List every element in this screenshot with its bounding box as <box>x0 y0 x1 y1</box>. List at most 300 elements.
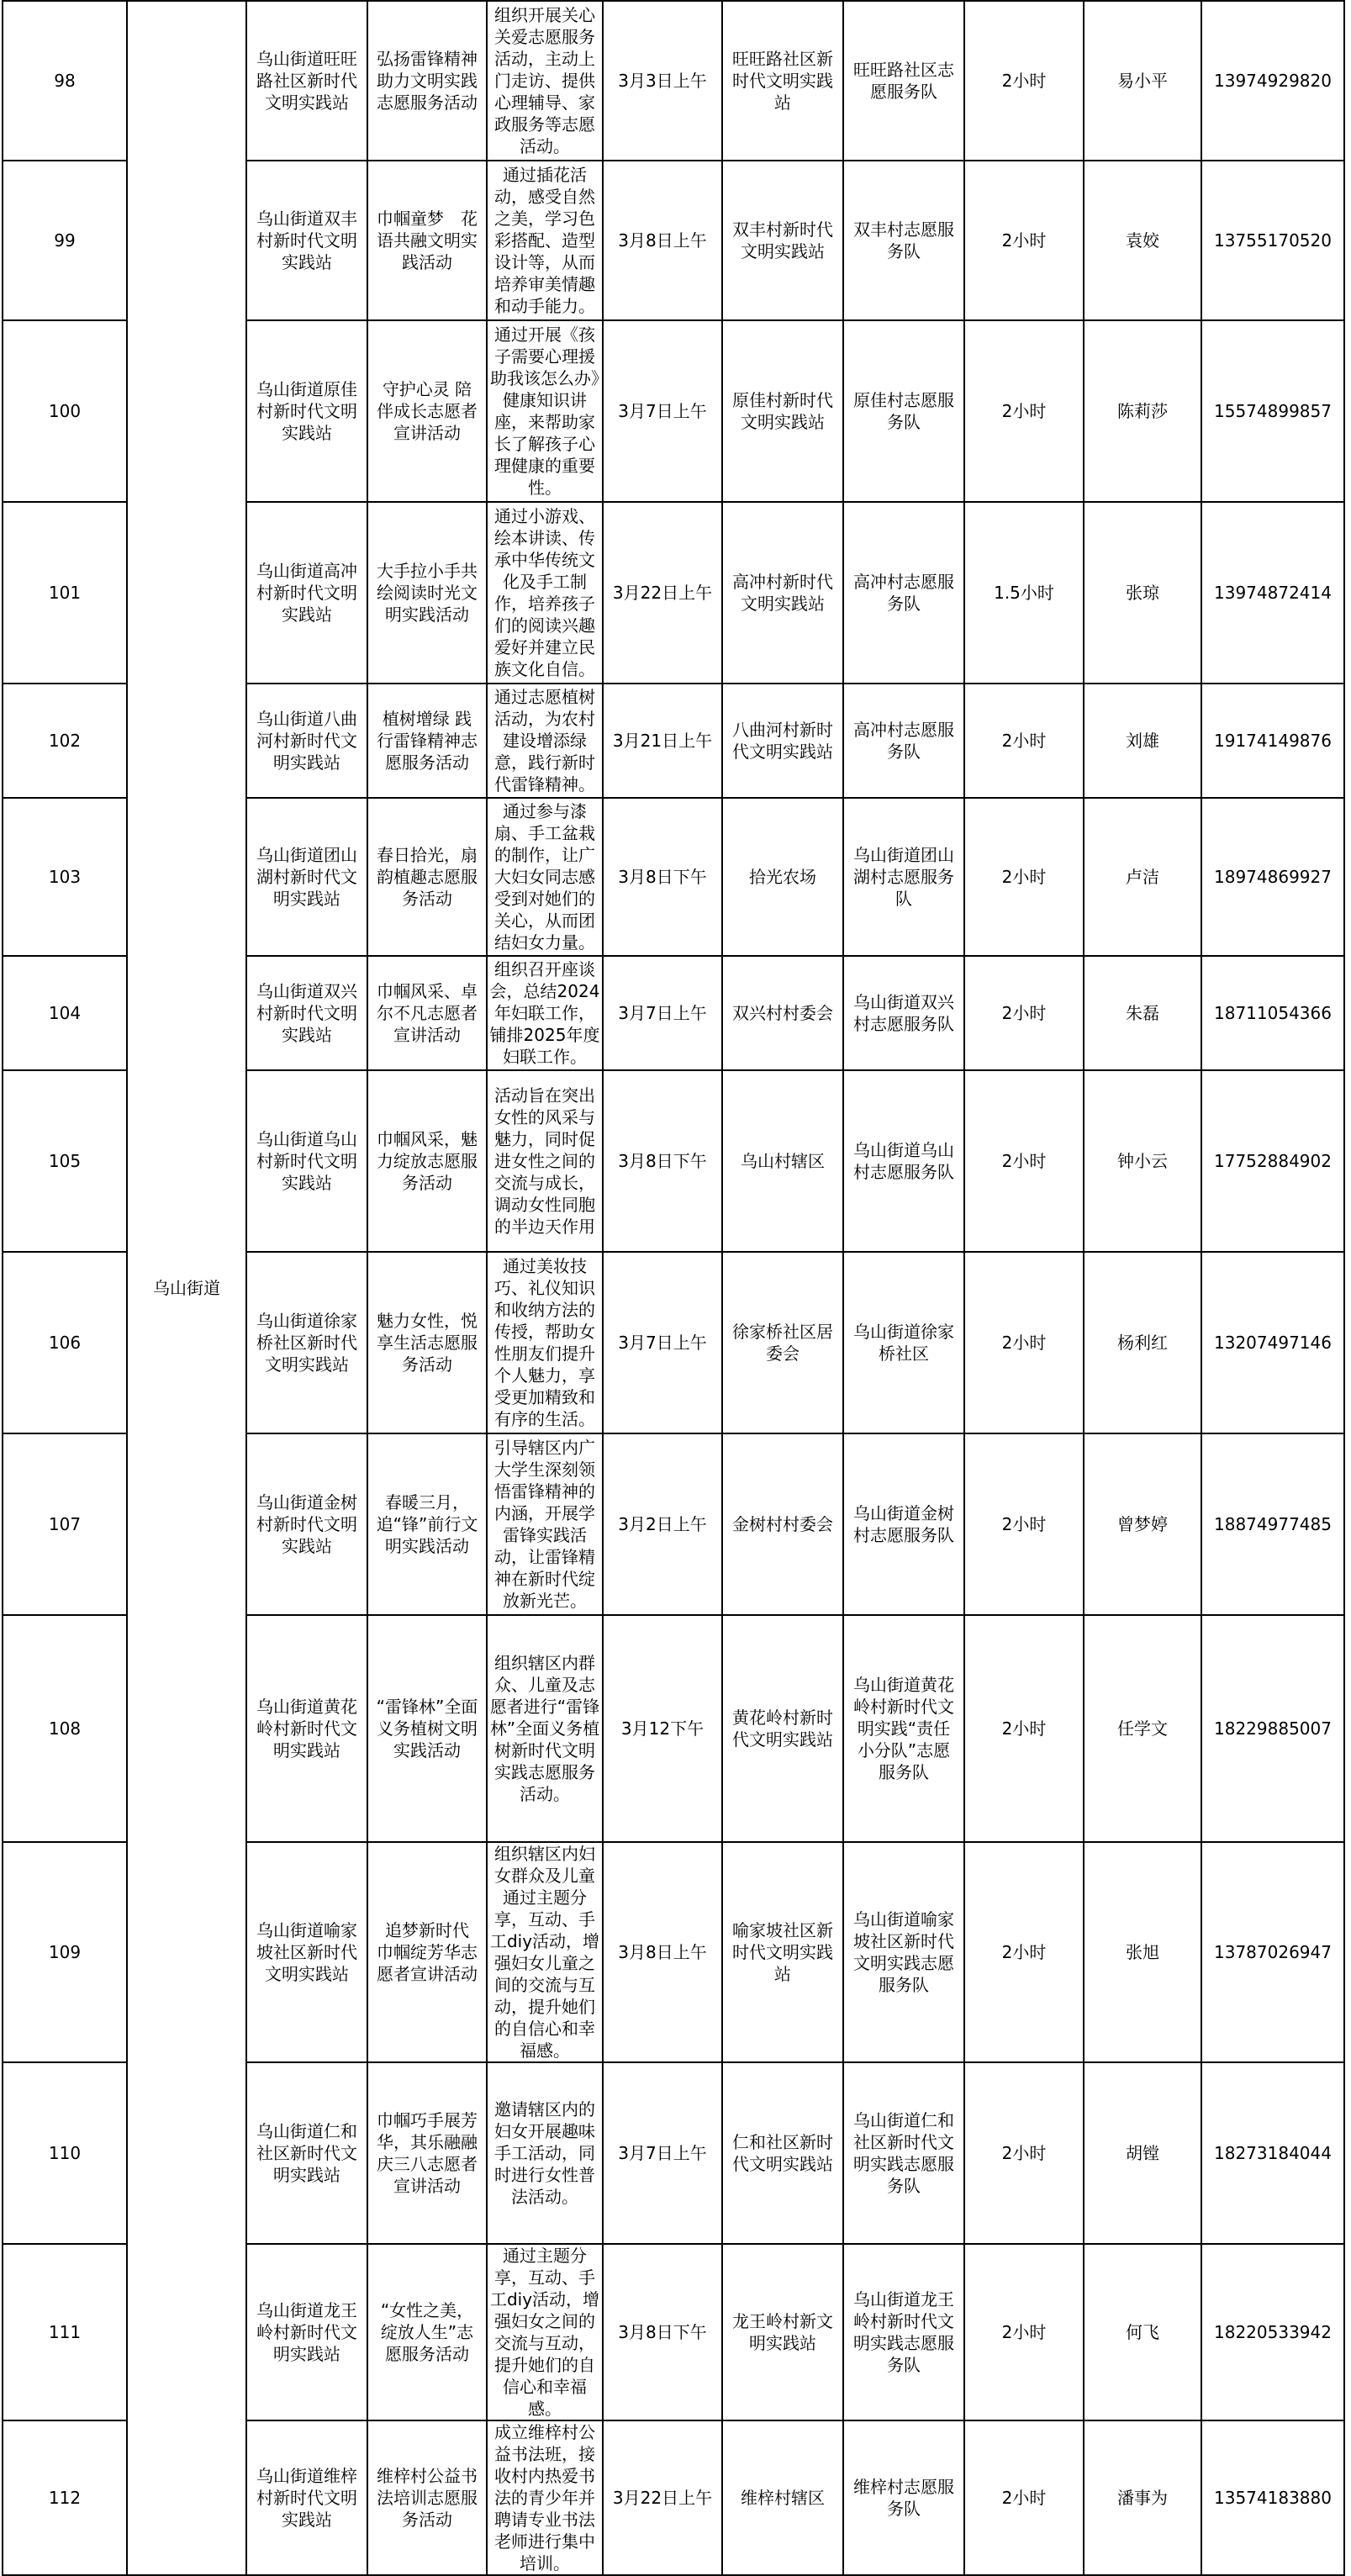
activity-location: 喻家坡社区新时代文明实践站 <box>732 1920 833 1984</box>
activity-date: 3月7日上午 <box>618 1003 707 1023</box>
row-number: 103 <box>48 867 82 887</box>
activity-date-cell <box>603 2062 722 2244</box>
site-name: 乌山街道维梓村新时代文明实践站 <box>256 2466 357 2530</box>
volunteer-team: 原佳村志愿服务队 <box>853 390 954 432</box>
activity-name-cell <box>367 1433 487 1615</box>
activity-date-cell <box>603 320 722 502</box>
contact-phone-cell <box>1201 320 1344 502</box>
activity-description: 通过美妆技巧、礼仪知识和收纳方法的传授，帮助女性朋友们提升个人魅力，享受更加精致和有序的生活。 <box>494 1256 595 1429</box>
volunteer-team: 乌山街道金树村志愿服务队 <box>853 1503 954 1545</box>
contact-phone-cell <box>1201 956 1344 1070</box>
activity-date: 3月8日上午 <box>618 230 707 251</box>
contact-person: 刘雄 <box>1126 731 1159 751</box>
contact-person-cell <box>1084 2420 1201 2575</box>
site-name: 乌山街道双丰村新时代文明实践站 <box>256 209 357 272</box>
activity-duration-cell <box>964 956 1084 1070</box>
activity-name: 春暖三月，追“锋”前行文明实践活动 <box>376 1492 478 1556</box>
activity-location: 旺旺路社区新时代文明实践站 <box>732 49 833 113</box>
row-number: 104 <box>48 1003 82 1023</box>
activity-location: 仁和社区新时代文明实践站 <box>732 2132 833 2174</box>
row-number-cell <box>3 956 127 1070</box>
activity-date-cell <box>603 1252 722 1433</box>
activity-date-cell <box>603 1615 722 1842</box>
contact-person-cell <box>1084 1252 1201 1433</box>
activity-duration-cell <box>964 1 1084 161</box>
row-number-cell <box>3 798 127 956</box>
contact-person: 卢洁 <box>1126 867 1159 887</box>
contact-person-cell <box>1084 1 1201 161</box>
activity-duration-cell <box>964 684 1084 798</box>
activity-name-cell <box>367 320 487 502</box>
volunteer-team-cell <box>843 956 964 1070</box>
activity-name-cell <box>367 2244 487 2420</box>
activity-description-cell <box>487 1070 603 1252</box>
activity-description-cell <box>487 161 603 320</box>
activity-location: 原佳村新时代文明实践站 <box>732 390 833 432</box>
activity-duration: 2小时 <box>1001 1942 1047 1962</box>
contact-phone: 18273184044 <box>1214 2143 1332 2163</box>
site-name-cell <box>246 2244 367 2420</box>
activity-duration: 2小时 <box>1001 867 1047 887</box>
activity-date-cell <box>603 161 722 320</box>
site-name-cell <box>246 798 367 956</box>
activity-name: 弘扬雷锋精神助力文明实践志愿服务活动 <box>377 49 478 113</box>
activity-description: 通过参与漆扇、手工盆栽的制作，让广大妇女同志感受到对她们的关心，从而团结妇女力量。 <box>494 801 595 953</box>
activity-duration-cell <box>964 1842 1084 2062</box>
site-name: 乌山街道旺旺路社区新时代文明实践站 <box>256 49 357 113</box>
activity-name-cell <box>367 798 487 956</box>
activity-location: 黄花岭村新时代文明实践站 <box>732 1708 833 1750</box>
volunteer-team-cell <box>843 1070 964 1252</box>
site-name-cell <box>246 1252 367 1433</box>
row-number-cell <box>3 1433 127 1615</box>
contact-person-cell <box>1084 2244 1201 2420</box>
contact-phone: 13974872414 <box>1214 583 1332 603</box>
row-number-cell <box>3 1842 127 2062</box>
contact-person-cell <box>1084 1842 1201 2062</box>
activity-description: 组织召开座谈会，总结2024年妇联工作，铺排2025年度妇联工作。 <box>489 959 600 1067</box>
activity-duration: 2小时 <box>1001 1151 1047 1171</box>
contact-phone: 18711054366 <box>1214 1003 1332 1023</box>
activity-location-cell <box>722 2244 843 2420</box>
activity-description: 组织开展关心关爱志愿服务活动，主动上门走访、提供心理辅导、家政服务等志愿活动。 <box>494 5 595 156</box>
activity-description-cell <box>487 502 603 684</box>
activity-duration-cell <box>964 1433 1084 1615</box>
activity-location-cell <box>722 2420 843 2575</box>
activity-duration: 2小时 <box>1001 1003 1047 1023</box>
contact-phone-cell <box>1201 1615 1344 1842</box>
volunteer-team: 维梓村志愿服务队 <box>853 2477 954 2519</box>
activity-description: 组织辖区内妇女群众及儿童通过主题分享，互动、手工diy活动，增强妇女儿童之间的交流与互动，提升她们的自信心和幸福感。 <box>489 1844 600 2061</box>
row-number: 106 <box>48 1333 82 1353</box>
activity-description-cell <box>487 2244 603 2420</box>
contact-person: 朱磊 <box>1126 1003 1159 1023</box>
contact-phone: 13787026947 <box>1214 1942 1332 1962</box>
activity-location: 徐家桥社区居委会 <box>732 1322 833 1364</box>
site-name-cell <box>246 1433 367 1615</box>
site-name: 乌山街道双兴村新时代文明实践站 <box>256 981 357 1045</box>
activity-location-cell <box>722 1 843 161</box>
contact-person-cell <box>1084 502 1201 684</box>
row-number-cell <box>3 502 127 684</box>
volunteer-team-cell <box>843 1615 964 1842</box>
contact-person: 钟小云 <box>1117 1151 1168 1171</box>
activity-name: 大手拉小手共绘阅读时光文明实践活动 <box>377 561 478 625</box>
contact-phone-cell <box>1201 1252 1344 1433</box>
activity-name-cell <box>367 2420 487 2575</box>
activity-name: 追梦新时代 巾帼绽芳华志愿者宣讲活动 <box>377 1920 478 1984</box>
site-name-cell <box>246 956 367 1070</box>
activity-description-cell <box>487 1252 603 1433</box>
activity-name-cell <box>367 1070 487 1252</box>
activity-date: 3月8日下午 <box>618 2322 707 2342</box>
activity-description-cell <box>487 1615 603 1842</box>
row-number: 109 <box>48 1942 82 1962</box>
activity-location: 八曲河村新时代文明实践站 <box>732 720 833 762</box>
row-number-cell <box>3 1252 127 1433</box>
activity-description-cell <box>487 1842 603 2062</box>
row-number-cell <box>3 2244 127 2420</box>
activity-description: 通过插花活动，感受自然之美，学习色彩搭配、造型设计等，从而培养审美情趣和动手能力。 <box>494 165 595 316</box>
contact-person: 陈莉莎 <box>1117 401 1168 421</box>
row-number: 112 <box>48 2488 82 2508</box>
activity-name-cell <box>367 1252 487 1433</box>
contact-phone: 18874977485 <box>1214 1514 1332 1534</box>
activity-date: 3月7日上午 <box>618 401 707 421</box>
activity-description-cell <box>487 956 603 1070</box>
contact-person: 杨利红 <box>1117 1333 1168 1353</box>
site-name-cell <box>246 1070 367 1252</box>
street-name: 乌山街道 <box>127 1 246 2575</box>
activity-duration-cell <box>964 2420 1084 2575</box>
activity-name: 维梓村公益书法培训志愿服务活动 <box>377 2466 478 2530</box>
volunteer-team-cell <box>843 1433 964 1615</box>
activity-name: 巾帼风采，魅力绽放志愿服务活动 <box>377 1129 478 1193</box>
activity-location-cell <box>722 320 843 502</box>
row-number-cell <box>3 161 127 320</box>
row-number: 99 <box>54 230 76 251</box>
contact-phone: 18229885007 <box>1214 1718 1332 1739</box>
contact-person: 张旭 <box>1126 1942 1159 1962</box>
activity-description: 通过志愿植树活动，为农村建设增添绿意，践行新时代雷锋精神。 <box>494 687 595 794</box>
site-name-cell <box>246 1615 367 1842</box>
volunteer-team-cell <box>843 1 964 161</box>
activity-date: 3月7日上午 <box>618 2143 707 2163</box>
contact-phone: 13755170520 <box>1214 230 1332 251</box>
activity-description: 通过小游戏、绘本讲读、传承中华传统文化及手工制作，培养孩子们的阅读兴趣爱好并建立民族文化自信。 <box>494 506 595 679</box>
activity-description: 邀请辖区内的妇女开展趣味手工活动，同时进行女性普法活动。 <box>494 2099 595 2207</box>
activity-date-cell <box>603 1070 722 1252</box>
site-name-cell <box>246 1842 367 2062</box>
row-number: 100 <box>48 401 82 421</box>
contact-phone: 13574183880 <box>1214 2488 1332 2508</box>
activity-duration-cell <box>964 2244 1084 2420</box>
contact-person-cell <box>1084 1615 1201 1842</box>
contact-person-cell <box>1084 1070 1201 1252</box>
contact-person-cell <box>1084 956 1201 1070</box>
contact-person-cell <box>1084 684 1201 798</box>
activity-name-cell <box>367 684 487 798</box>
activity-name: 巾帼童梦 花语共融文明实践活动 <box>377 209 478 272</box>
volunteer-team: 乌山街道团山湖村志愿服务队 <box>853 845 954 909</box>
contact-person-cell <box>1084 2062 1201 2244</box>
activity-location-cell <box>722 684 843 798</box>
activity-date-cell <box>603 684 722 798</box>
contact-phone-cell <box>1201 2420 1344 2575</box>
activity-name: 巾帼风采、卓尔不凡志愿者宣讲活动 <box>377 981 478 1045</box>
activity-location-cell <box>722 1842 843 2062</box>
activity-description: 组织辖区内群众、儿童及志愿者进行“雷锋林”全面义务植树新时代文明实践志愿服务活动。 <box>489 1653 600 1804</box>
contact-phone: 13974929820 <box>1214 71 1332 91</box>
site-name: 乌山街道龙王岭村新时代文明实践站 <box>256 2300 357 2364</box>
contact-phone: 18220533942 <box>1214 2322 1332 2342</box>
contact-person: 潘事为 <box>1117 2488 1168 2508</box>
volunteer-team-cell <box>843 320 964 502</box>
contact-phone-cell <box>1201 1433 1344 1615</box>
volunteer-team-cell <box>843 684 964 798</box>
activity-name-cell <box>367 1842 487 2062</box>
activity-location-cell <box>722 1615 843 1842</box>
activity-date-cell <box>603 798 722 956</box>
activity-name-cell <box>367 502 487 684</box>
activity-location-cell <box>722 798 843 956</box>
activity-date: 3月22日上午 <box>612 583 713 603</box>
site-name: 乌山街道黄花岭村新时代文明实践站 <box>256 1697 357 1760</box>
contact-person: 袁姣 <box>1126 230 1159 251</box>
activity-duration-cell <box>964 161 1084 320</box>
activity-date-cell <box>603 1842 722 2062</box>
row-number: 101 <box>48 583 82 603</box>
contact-phone-cell <box>1201 798 1344 956</box>
activity-location-cell <box>722 161 843 320</box>
contact-phone-cell <box>1201 502 1344 684</box>
site-name-cell <box>246 320 367 502</box>
activity-location: 乌山村辖区 <box>741 1151 825 1171</box>
activity-description-cell <box>487 1433 603 1615</box>
activity-name: “雷锋林”全面义务植树文明实践活动 <box>376 1697 478 1760</box>
activity-description: 活动旨在突出女性的风采与魅力，同时促进女性之间的交流与成长，调动女性同胞的半边天作用 <box>494 1085 595 1237</box>
site-name: 乌山街道团山湖村新时代文明实践站 <box>256 845 357 909</box>
activity-name-cell <box>367 956 487 1070</box>
volunteer-team-cell <box>843 502 964 684</box>
activity-date: 3月22日上午 <box>612 2488 713 2508</box>
activity-description: 通过主题分享，互动、手工diy活动，增强妇女之间的交流与互动，提升她们的自信心和幸福感。 <box>489 2246 600 2419</box>
row-number-cell <box>3 2062 127 2244</box>
contact-person: 任学文 <box>1117 1718 1168 1739</box>
site-name: 乌山街道高冲村新时代文明实践站 <box>256 561 357 625</box>
activity-name: 巾帼巧手展芳华，其乐融融庆三八志愿者宣讲活动 <box>377 2110 478 2196</box>
activity-duration: 2小时 <box>1001 1514 1047 1534</box>
activity-date: 3月21日上午 <box>612 731 713 751</box>
site-name-cell <box>246 684 367 798</box>
contact-person: 易小平 <box>1117 71 1168 91</box>
activity-date-cell <box>603 502 722 684</box>
row-number: 107 <box>48 1514 82 1534</box>
contact-person: 张琼 <box>1126 583 1159 603</box>
activity-description: 引导辖区内广大学生深刻领悟雷锋精神的内涵，开展学雷锋实践活动，让雷锋精神在新时代绽放新光芒。 <box>494 1438 595 1611</box>
activity-duration-cell <box>964 1615 1084 1842</box>
volunteer-team: 乌山街道龙王岭村新时代文明实践志愿服务队 <box>853 2289 954 2375</box>
activity-date: 3月7日上午 <box>618 1333 707 1353</box>
activity-date-cell <box>603 1 722 161</box>
activity-location-cell <box>722 956 843 1070</box>
activity-location: 双丰村新时代文明实践站 <box>732 219 833 261</box>
activity-location: 金树村村委会 <box>732 1514 833 1534</box>
activity-location: 双兴村村委会 <box>732 1003 833 1023</box>
row-number-cell <box>3 1 127 161</box>
activity-description-cell <box>487 2062 603 2244</box>
activity-date-cell <box>603 2244 722 2420</box>
contact-phone-cell <box>1201 2062 1344 2244</box>
site-name-cell <box>246 502 367 684</box>
contact-person: 何飞 <box>1126 2322 1159 2342</box>
volunteer-team: 乌山街道乌山村志愿服务队 <box>853 1140 954 1182</box>
volunteer-team: 乌山街道徐家桥社区 <box>853 1322 954 1364</box>
contact-phone: 19174149876 <box>1214 731 1332 751</box>
activity-location-cell <box>722 2062 843 2244</box>
volunteer-team: 乌山街道喻家坡社区新时代文明实践志愿服务队 <box>853 1909 954 1995</box>
contact-person-cell <box>1084 798 1201 956</box>
site-name-cell <box>246 2062 367 2244</box>
site-name: 乌山街道原佳村新时代文明实践站 <box>256 379 357 443</box>
site-name: 乌山街道金树村新时代文明实践站 <box>256 1492 357 1556</box>
activity-date: 3月12下午 <box>620 1718 705 1739</box>
site-name: 乌山街道乌山村新时代文明实践站 <box>256 1129 357 1193</box>
activity-date-cell <box>603 1433 722 1615</box>
row-number-cell <box>3 2420 127 2575</box>
activity-date: 3月8日上午 <box>618 1942 707 1962</box>
volunteer-team-cell <box>843 2062 964 2244</box>
activity-duration: 2小时 <box>1001 1718 1047 1739</box>
activity-description-cell <box>487 1 603 161</box>
activity-duration-cell <box>964 2062 1084 2244</box>
contact-person-cell <box>1084 161 1201 320</box>
activity-date: 3月8日下午 <box>618 1151 707 1171</box>
activity-name: “女性之美，绽放人生”志愿服务活动 <box>380 2300 474 2364</box>
activity-location: 龙王岭村新文明实践站 <box>732 2311 833 2353</box>
activity-name-cell <box>367 161 487 320</box>
row-number: 110 <box>48 2143 82 2163</box>
site-name-cell <box>246 1 367 161</box>
activity-description-cell <box>487 320 603 502</box>
volunteer-team: 乌山街道黄花岭村新时代文明实践“责任小分队”志愿服务队 <box>853 1675 954 1782</box>
volunteer-team-cell <box>843 2420 964 2575</box>
row-number-cell <box>3 320 127 502</box>
contact-person: 胡镗 <box>1126 2143 1159 2163</box>
activity-date: 3月3日上午 <box>618 71 707 91</box>
activity-location: 高冲村新时代文明实践站 <box>732 572 833 614</box>
row-number-cell <box>3 684 127 798</box>
activity-date: 3月8日下午 <box>618 867 707 887</box>
volunteer-team-cell <box>843 1842 964 2062</box>
activity-name: 守护心灵 陪伴成长志愿者宣讲活动 <box>377 379 478 443</box>
activity-description: 通过开展《孩子需要心理援助我该怎么办》健康知识讲座，来帮助家长了解孩子心理健康的重要性。 <box>490 325 599 498</box>
row-number: 98 <box>54 71 76 91</box>
contact-person-cell <box>1084 320 1201 502</box>
contact-person-cell <box>1084 1433 1201 1615</box>
activity-duration-cell <box>964 1252 1084 1433</box>
activity-description-cell <box>487 684 603 798</box>
volunteer-team: 双丰村志愿服务队 <box>853 219 954 261</box>
volunteer-team: 旺旺路社区志愿服务队 <box>853 60 954 102</box>
contact-phone-cell <box>1201 2244 1344 2420</box>
contact-phone-cell <box>1201 1070 1344 1252</box>
volunteer-team-cell <box>843 1252 964 1433</box>
volunteer-team-cell <box>843 2244 964 2420</box>
activity-location: 拾光农场 <box>749 867 816 887</box>
activity-duration-cell <box>964 502 1084 684</box>
activity-description-cell <box>487 798 603 956</box>
volunteer-team: 高冲村志愿服务队 <box>853 720 954 762</box>
activity-duration: 2小时 <box>1001 731 1047 751</box>
contact-person: 曾梦婷 <box>1117 1514 1168 1534</box>
volunteer-team: 乌山街道双兴村志愿服务队 <box>853 992 954 1034</box>
activity-duration: 2小时 <box>1001 2488 1047 2508</box>
activity-duration: 2小时 <box>1001 401 1047 421</box>
activity-name: 魅力女性，悦享生活志愿服务活动 <box>377 1311 478 1375</box>
contact-phone: 18974869927 <box>1214 867 1332 887</box>
row-number: 102 <box>48 731 82 751</box>
activity-duration: 1.5小时 <box>994 583 1054 603</box>
activity-duration: 2小时 <box>1001 230 1047 251</box>
activity-duration-cell <box>964 798 1084 956</box>
activity-table <box>2 0 1345 2576</box>
row-number: 105 <box>48 1151 82 1171</box>
activity-name-cell <box>367 1615 487 1842</box>
volunteer-team: 乌山街道仁和社区新时代文明实践志愿服务队 <box>853 2110 954 2196</box>
activity-date: 3月2日上午 <box>618 1514 707 1534</box>
volunteer-team-cell <box>843 161 964 320</box>
site-name: 乌山街道八曲河村新时代文明实践站 <box>256 709 357 773</box>
activity-duration: 2小时 <box>1001 2143 1047 2163</box>
row-number-cell <box>3 1615 127 1842</box>
contact-phone-cell <box>1201 684 1344 798</box>
contact-phone: 13207497146 <box>1214 1333 1332 1353</box>
activity-location-cell <box>722 1433 843 1615</box>
activity-location-cell <box>722 1070 843 1252</box>
activity-duration: 2小时 <box>1001 2322 1047 2342</box>
contact-phone: 17752884902 <box>1214 1151 1332 1171</box>
activity-location-cell <box>722 502 843 684</box>
row-number-cell <box>3 1070 127 1252</box>
volunteer-team-cell <box>843 798 964 956</box>
activity-duration-cell <box>964 1070 1084 1252</box>
contact-phone: 15574899857 <box>1214 401 1332 421</box>
site-name-cell <box>246 161 367 320</box>
activity-description-cell <box>487 2420 603 2575</box>
activity-duration: 2小时 <box>1001 71 1047 91</box>
activity-duration: 2小时 <box>1001 1333 1047 1353</box>
activity-location-cell <box>722 1252 843 1433</box>
activity-location: 维梓村辖区 <box>741 2488 825 2508</box>
site-name: 乌山街道喻家坡社区新时代文明实践站 <box>256 1920 357 1984</box>
activity-name-cell <box>367 2062 487 2244</box>
site-name: 乌山街道徐家桥社区新时代文明实践站 <box>256 1311 357 1375</box>
table-body <box>3 1 1344 2575</box>
site-name: 乌山街道仁和社区新时代文明实践站 <box>256 2121 357 2185</box>
table-row <box>3 1 1344 161</box>
row-number: 108 <box>48 1718 82 1739</box>
contact-phone-cell <box>1201 161 1344 320</box>
contact-phone-cell <box>1201 1842 1344 2062</box>
activity-date-cell <box>603 2420 722 2575</box>
activity-date-cell <box>603 956 722 1070</box>
activity-duration-cell <box>964 320 1084 502</box>
row-number: 111 <box>48 2322 82 2342</box>
activity-name: 春日拾光，扇韵植趣志愿服务活动 <box>377 845 478 909</box>
site-name-cell <box>246 2420 367 2575</box>
contact-phone-cell <box>1201 1 1344 161</box>
